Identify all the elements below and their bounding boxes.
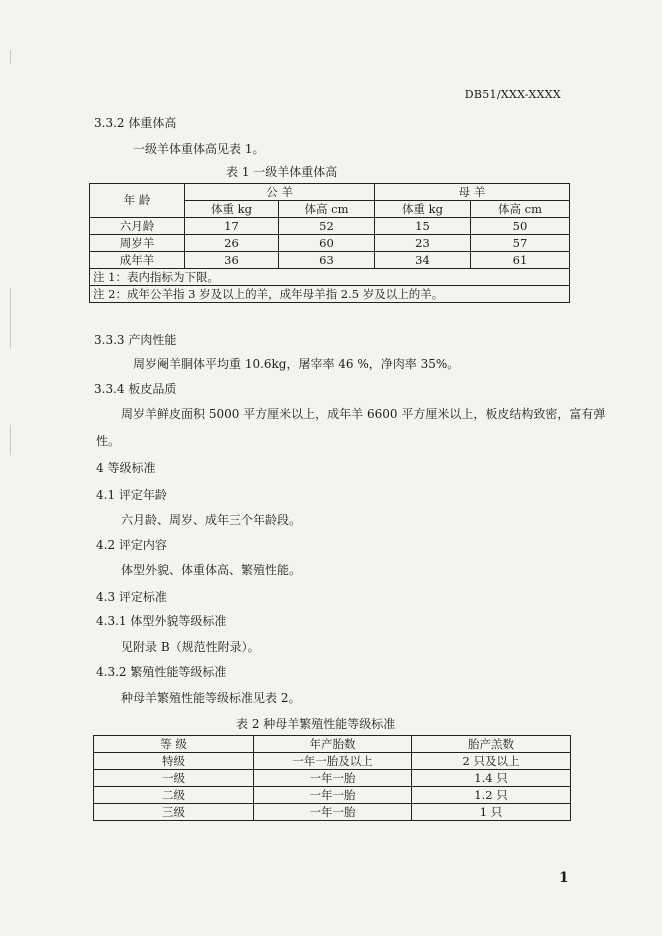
table-1 bbox=[89, 183, 570, 303]
table-cell: 1.2 只 bbox=[412, 787, 571, 804]
margin-mark bbox=[10, 50, 11, 64]
table-cell: 34 bbox=[375, 252, 471, 269]
table-row bbox=[94, 787, 571, 804]
table-1-caption: 表 1 一级羊体重体高 bbox=[226, 165, 338, 179]
table-cell-grade: 三级 bbox=[94, 804, 254, 821]
margin-mark bbox=[10, 288, 11, 348]
table-cell: 60 bbox=[279, 235, 375, 252]
document-id: DB51/XXX-XXXX bbox=[464, 88, 561, 101]
table-cell: 15 bbox=[375, 218, 471, 235]
table-cell: 23 bbox=[375, 235, 471, 252]
section-4-2-heading: 4.2 评定内容 bbox=[96, 538, 167, 552]
section-3-3-4-text-continued: 性。 bbox=[96, 434, 121, 448]
table-2-caption: 表 2 种母羊繁殖性能等级标准 bbox=[236, 717, 396, 731]
section-4-heading: 4 等级标准 bbox=[96, 461, 156, 475]
table-cell: 一年一胎及以上 bbox=[254, 753, 412, 770]
section-4-3-heading: 4.3 评定标准 bbox=[96, 590, 167, 604]
table-cell-grade: 一级 bbox=[94, 770, 254, 787]
table-cell: 63 bbox=[279, 252, 375, 269]
table-cell: 1.4 只 bbox=[412, 770, 571, 787]
table-cell: 1 只 bbox=[412, 804, 571, 821]
table-cell: 26 bbox=[185, 235, 279, 252]
table-cell: 一年一胎 bbox=[254, 804, 412, 821]
table-cell: 52 bbox=[279, 218, 375, 235]
section-4-2-text: 体型外貌、体重体高、繁殖性能。 bbox=[121, 563, 302, 577]
table-row bbox=[90, 184, 570, 201]
section-4-1-text: 六月龄、周岁、成年三个年龄段。 bbox=[121, 513, 302, 527]
section-3-3-4-text: 周岁羊鲜皮面积 5000 平方厘米以上，成年羊 6600 平方厘米以上，板皮结构致密，富有弹 bbox=[121, 407, 606, 421]
section-3-3-3-text: 周岁阉羊胴体平均重 10.6kg，屠宰率 46 %，净肉率 35%。 bbox=[133, 357, 460, 371]
table-note: 注 2：成年公羊指 3 岁及以上的羊，成年母羊指 2.5 岁及以上的羊。 bbox=[90, 286, 570, 303]
table-row bbox=[90, 269, 570, 286]
section-3-3-4-heading: 3.3.4 板皮品质 bbox=[94, 382, 177, 396]
table-row bbox=[94, 736, 571, 753]
table-cell: 50 bbox=[471, 218, 570, 235]
section-3-3-2-heading: 3.3.2 体重体高 bbox=[94, 116, 177, 130]
table-subheader: 体高 cm bbox=[471, 201, 570, 218]
margin-mark bbox=[10, 425, 11, 455]
table-cell: 一年一胎 bbox=[254, 770, 412, 787]
section-4-1-heading: 4.1 评定年龄 bbox=[96, 488, 167, 502]
page-number: 1 bbox=[559, 870, 569, 886]
table-row bbox=[90, 286, 570, 303]
section-4-3-2-heading: 4.3.2 繁殖性能等级标准 bbox=[96, 665, 227, 679]
section-4-3-2-text: 种母羊繁殖性能等级标准见表 2。 bbox=[121, 691, 301, 705]
table-row bbox=[90, 235, 570, 252]
section-4-3-1-heading: 4.3.1 体型外貌等级标准 bbox=[96, 614, 227, 628]
table-row bbox=[90, 218, 570, 235]
table-cell: 36 bbox=[185, 252, 279, 269]
table-header-male: 公 羊 bbox=[185, 184, 375, 201]
table-cell: 57 bbox=[471, 235, 570, 252]
section-4-3-1-text: 见附录 B（规范性附录）。 bbox=[121, 640, 260, 654]
table-subheader: 体重 kg bbox=[185, 201, 279, 218]
table-subheader: 体重 kg bbox=[375, 201, 471, 218]
section-3-3-3-heading: 3.3.3 产肉性能 bbox=[94, 333, 177, 347]
table-cell: 一年一胎 bbox=[254, 787, 412, 804]
table-row bbox=[94, 753, 571, 770]
table-header: 胎产羔数 bbox=[412, 736, 571, 753]
section-3-3-2-text: 一级羊体重体高见表 1。 bbox=[133, 142, 265, 156]
table-cell-age: 六月龄 bbox=[90, 218, 185, 235]
table-cell-age: 成年羊 bbox=[90, 252, 185, 269]
table-header-female: 母 羊 bbox=[375, 184, 570, 201]
table-row bbox=[94, 770, 571, 787]
table-row bbox=[90, 252, 570, 269]
table-note: 注 1：表内指标为下限。 bbox=[90, 269, 570, 286]
table-header-age: 年 龄 bbox=[90, 184, 185, 218]
table-2 bbox=[93, 735, 571, 821]
table-subheader: 体高 cm bbox=[279, 201, 375, 218]
table-row bbox=[94, 804, 571, 821]
table-cell: 61 bbox=[471, 252, 570, 269]
table-cell-grade: 二级 bbox=[94, 787, 254, 804]
table-cell-age: 周岁羊 bbox=[90, 235, 185, 252]
table-cell: 2 只及以上 bbox=[412, 753, 571, 770]
table-header: 等 级 bbox=[94, 736, 254, 753]
table-cell-grade: 特级 bbox=[94, 753, 254, 770]
table-header: 年产胎数 bbox=[254, 736, 412, 753]
table-cell: 17 bbox=[185, 218, 279, 235]
